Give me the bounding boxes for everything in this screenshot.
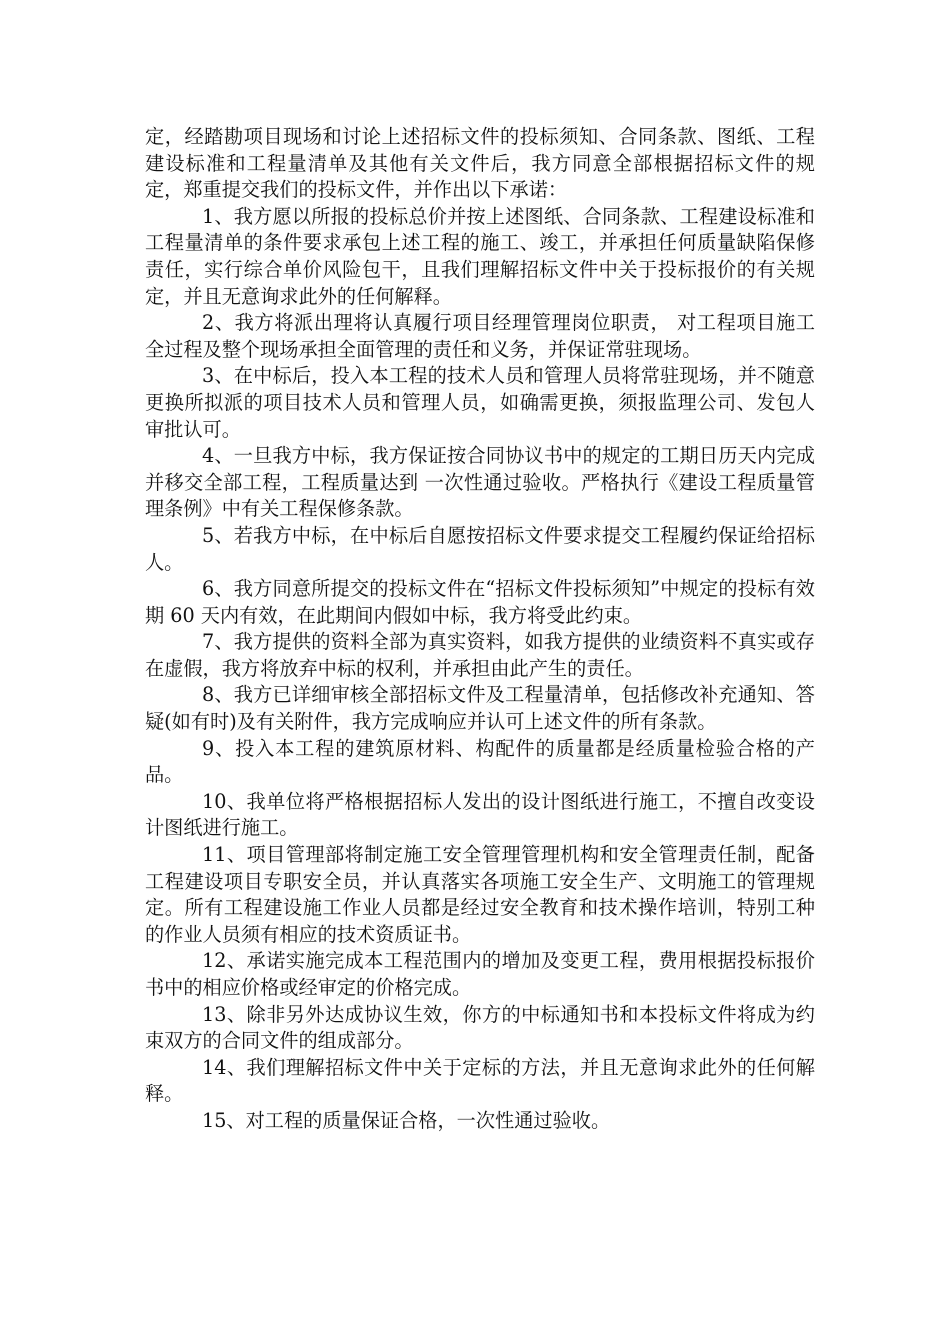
commitment-item-2: 2、我方将派出理将认真履行项目经理管理岗位职责， 对工程项目施工全过程及整个现场承担全面管理的责任和义务，并保证常驻现场。: [145, 311, 815, 361]
commitment-item-15: 15、对工程的质量保证合格，一次性通过验收。: [202, 1108, 611, 1132]
document-body: [145, 124, 815, 1135]
intro-paragraph: 定，经踏勘项目现场和讨论上述招标文件的投标须知、合同条款、图纸、工程建设标准和工程量清单及其他有关文件后，我方同意全部根据招标文件的规定，郑重提交我们的投标文件，并作出以下承诺：: [145, 125, 815, 202]
commitment-item-7: 7、我方提供的资料全部为真实资料，如我方提供的业绩资料不真实或存在虚假，我方将放弃中标的权利，并承担由此产生的责任。: [145, 630, 815, 680]
commitment-item-6: 6、我方同意所提交的投标文件在“招标文件投标须知”中规定的投标有效期 60 天内有效，在此期间内假如中标，我方将受此约束。: [145, 577, 815, 627]
commitment-item-11: 11、项目管理部将制定施工安全管理管理机构和安全管理责任制，配备工程建设项目专职安全员，并认真落实各项施工安全生产、文明施工的管理规定。所有工程建设施工作业人员都是经过安全教育和技术操作培训，特别工种的作业人员须有相应的技术资质证书。: [145, 843, 815, 946]
commitment-item-12: 12、承诺实施完成本工程范围内的增加及变更工程，费用根据投标报价书中的相应价格或经审定的价格完成。: [145, 949, 815, 999]
commitment-item-1: 1、我方愿以所报的投标总价并按上述图纸、合同条款、工程建设标准和工程量清单的条件要求承包上述工程的施工、竣工，并承担任何质量缺陷保修责任，实行综合单价风险包干，且我们理解招标文件中关于投标报价的有关规定，并且无意询求此外的任何解释。: [145, 204, 815, 308]
commitment-item-10: 10、我单位将严格根据招标人发出的设计图纸进行施工，不擅自改变设计图纸进行施工。: [145, 789, 815, 840]
commitment-item-5: 5、若我方中标，在中标后自愿按招标文件要求提交工程履约保证给招标人。: [145, 523, 815, 574]
commitment-item-8: 8、我方已详细审核全部招标文件及工程量清单，包括修改补充通知、答疑(如有时)及有关附件，我方完成响应并认可上述文件的所有条款。: [145, 683, 815, 734]
commitment-item-13: 13、除非另外达成协议生效，你方的中标通知书和本投标文件将成为约束双方的合同文件的组成部分。: [145, 1002, 815, 1053]
commitment-item-9: 9、投入本工程的建筑原材料、构配件的质量都是经质量检验合格的产品。: [145, 736, 815, 787]
commitment-item-4: 4、一旦我方中标，我方保证按合同协议书中的规定的工期日历天内完成并移交全部工程，工程质量达到 一次性通过验收。严格执行《建设工程质量管理条例》中有关工程保修条款。: [145, 444, 815, 521]
commitment-item-14: 14、我们理解招标文件中关于定标的方法，并且无意询求此外的任何解释。: [145, 1055, 815, 1106]
commitment-item-3: 3、在中标后，投入本工程的技术人员和管理人员将常驻现场，并不随意更换所拟派的项目技术人员和管理人员，如确需更换，须报监理公司、发包人审批认可。: [145, 364, 815, 441]
